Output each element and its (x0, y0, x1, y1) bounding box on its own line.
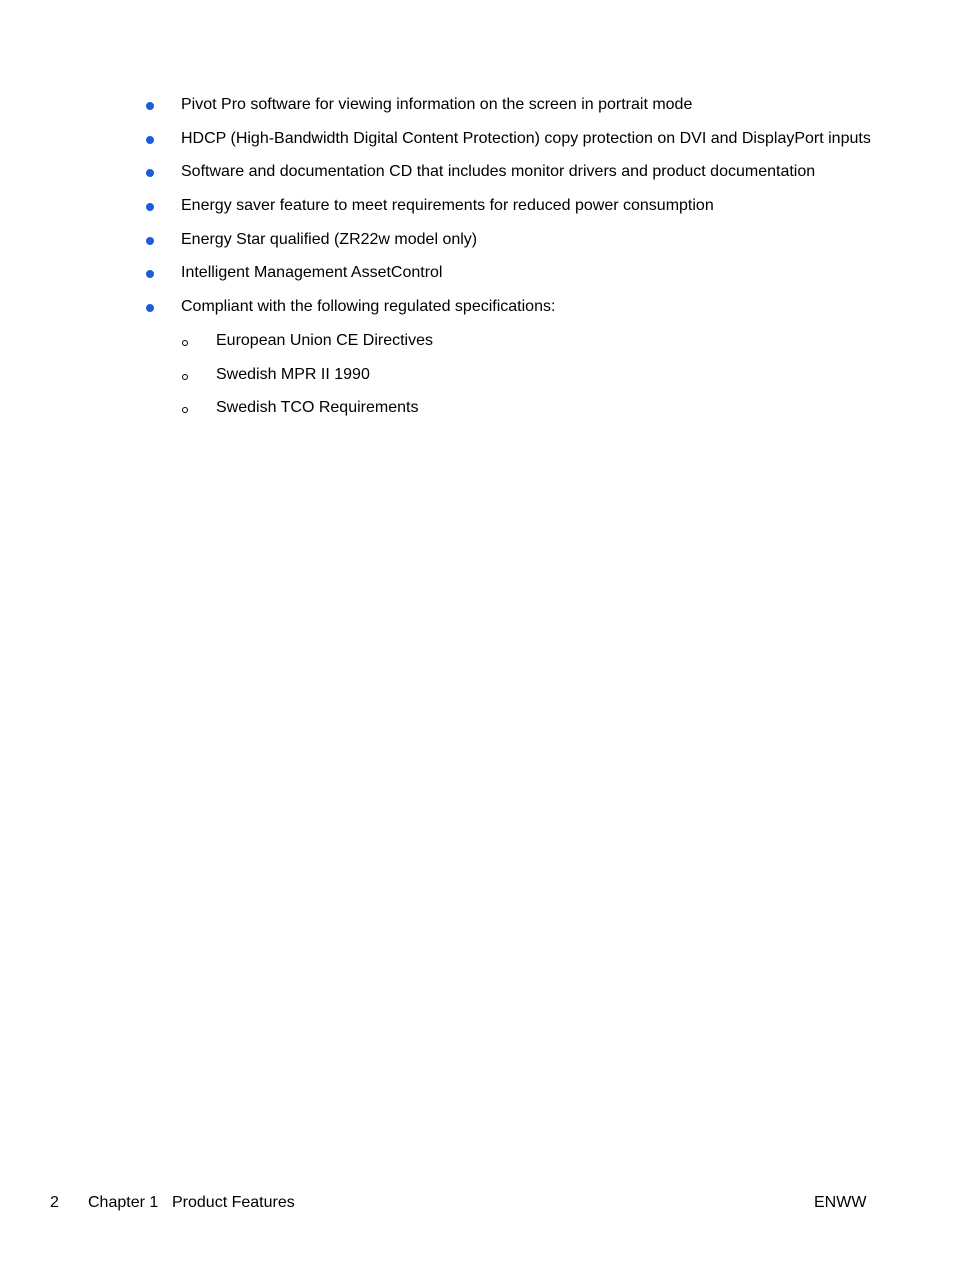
list-item-text: Compliant with the following regulated specifications: (181, 298, 556, 316)
hollow-circle-icon (182, 407, 188, 413)
bullet-dot-icon (146, 237, 154, 245)
list-item-text: HDCP (High-Bandwidth Digital Content Protection) copy protection on DVI and DisplayPort inputs (181, 129, 871, 147)
sub-list-item (0, 397, 954, 431)
feature-list (0, 94, 954, 431)
footer-chapter: Chapter 1 (88, 1194, 159, 1211)
list-item (0, 262, 954, 296)
list-item-text: Intelligent Management AssetControl (181, 264, 443, 282)
list-item (0, 229, 954, 263)
bullet-dot-icon (146, 304, 154, 312)
bullet-dot-icon (146, 169, 154, 177)
hollow-circle-icon (182, 340, 188, 346)
sub-list-item (0, 364, 954, 398)
bullet-dot-icon (146, 203, 154, 211)
list-item (0, 128, 954, 162)
list-item (0, 296, 954, 330)
list-item-text: Software and documentation CD that includes monitor drivers and product documentation (181, 163, 816, 181)
footer-chapter-title: Product Features (172, 1194, 295, 1211)
list-item (0, 94, 954, 128)
list-item-text: Energy Star qualified (ZR22w model only) (181, 230, 478, 248)
bullet-dot-icon (146, 102, 154, 110)
footer-page-number: 2 (50, 1194, 59, 1211)
footer-doc-code: ENWW (814, 1194, 867, 1211)
list-item-text: Energy saver feature to meet requirements for reduced power consumption (181, 197, 714, 215)
hollow-circle-icon (182, 374, 188, 380)
sub-list-item-text: Swedish MPR II 1990 (216, 365, 370, 383)
list-item-text: Pivot Pro software for viewing information on the screen in portrait mode (181, 96, 693, 113)
list-item (0, 195, 954, 229)
sub-list-item-text: Swedish TCO Requirements (216, 399, 419, 417)
bullet-dot-icon (146, 270, 154, 278)
sub-list-item-text: European Union CE Directives (216, 331, 433, 349)
list-item (0, 161, 954, 195)
sub-list-item (0, 330, 954, 364)
bullet-dot-icon (146, 136, 154, 144)
